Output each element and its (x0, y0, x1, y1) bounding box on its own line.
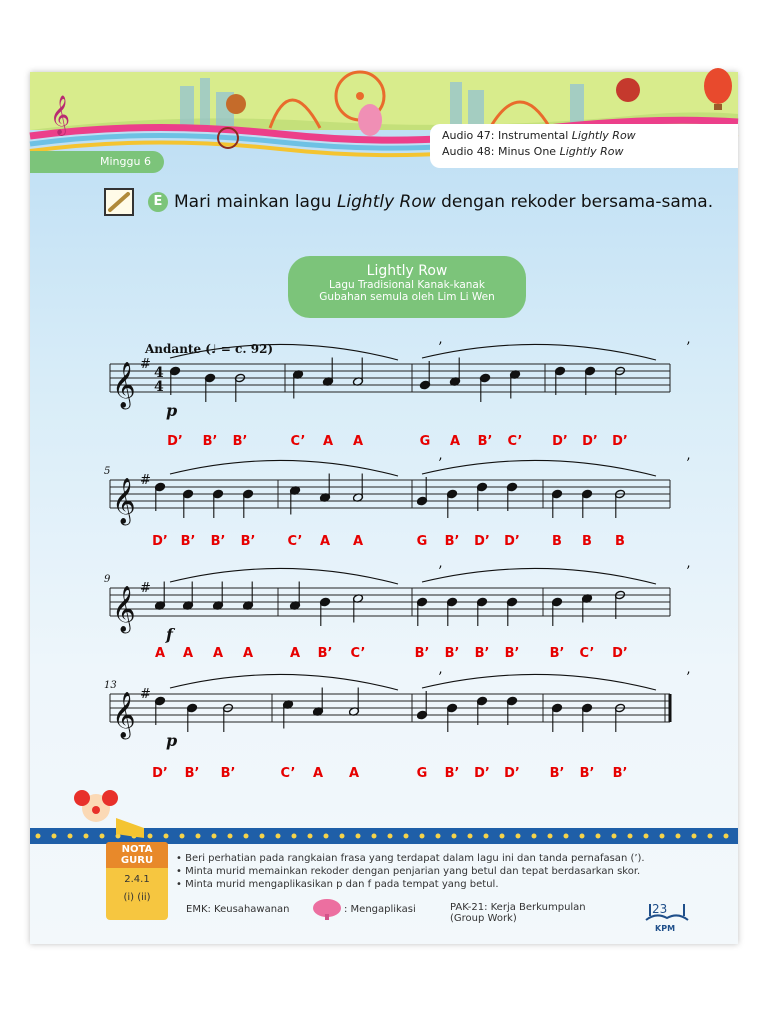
song-title: Lightly Row (366, 263, 448, 279)
note-letter: C’ (290, 434, 306, 449)
breath-mark: ’ (438, 456, 443, 472)
tempo-marking: Andante (♩ = c. 92) (145, 342, 274, 356)
strip-dot (180, 834, 185, 839)
strip-dot (228, 834, 233, 839)
strip-dot (596, 834, 601, 839)
sharp-icon: # (140, 581, 151, 596)
strip-dot (388, 834, 393, 839)
note-letter: D’ (152, 534, 168, 549)
audio-info (430, 124, 738, 168)
note-letter: B’ (474, 646, 490, 661)
note-letter: B’ (504, 646, 520, 661)
note-letter: A (289, 646, 301, 661)
note-letter: B (582, 534, 592, 549)
strip-dot (372, 834, 377, 839)
strip-dot (340, 834, 345, 839)
strip-dot (420, 834, 425, 839)
recorder-icon (104, 188, 134, 216)
note-letter: B’ (317, 646, 333, 661)
publisher-logo-text: KPM (655, 924, 676, 933)
note-letter: B’ (549, 766, 565, 781)
strip-dot (356, 834, 361, 839)
time-signature-bottom: 4 (154, 379, 164, 395)
note-letter: C’ (280, 766, 296, 781)
strip-dot (644, 834, 649, 839)
activity-instruction (104, 188, 713, 216)
note-letter: A (322, 434, 334, 449)
bullet-item: • Minta murid mengaplikasikan p dan f pada tempat yang betul. (176, 879, 499, 890)
note-letter: C’ (287, 534, 303, 549)
page-number: 23 (652, 902, 668, 916)
note-letter: A (242, 646, 254, 661)
strip-dot (548, 834, 553, 839)
note-letter: D’ (504, 766, 520, 781)
sharp-icon: # (140, 357, 151, 372)
note-letter: G (416, 766, 428, 781)
strip-dot (708, 834, 713, 839)
treble-clef-icon: 𝄞 (112, 478, 136, 524)
strip-dot (452, 834, 457, 839)
strip-dot (564, 834, 569, 839)
note-letter: B (552, 534, 562, 549)
dynamic-marking: f (166, 625, 173, 644)
note-letter: B’ (232, 434, 248, 449)
strip-dot (324, 834, 329, 839)
svg-text:𝄞: 𝄞 (50, 95, 71, 135)
note-letter: B (615, 534, 625, 549)
note-letter: A (352, 434, 364, 449)
song-origin: Lagu Tradisional Kanak-kanak (329, 279, 485, 291)
breath-mark: ’ (686, 670, 691, 686)
note-letter: B’ (444, 534, 460, 549)
note-letter: D’ (474, 534, 490, 549)
audio-47-line: Audio 47: Instrumental Lightly Row (442, 129, 636, 142)
strip-dot (148, 834, 153, 839)
phrase-slur (422, 460, 656, 476)
dynamic-marking: p (166, 401, 178, 420)
breath-mark: ’ (438, 670, 443, 686)
quarter-note-icon: ♩ (210, 342, 217, 356)
sharp-icon: # (140, 687, 151, 702)
week-label: Minggu 6 (30, 151, 164, 173)
note-letter: B’ (210, 534, 226, 549)
note-letter: G (419, 434, 431, 449)
strip-dot (484, 834, 489, 839)
note-letter: D’ (582, 434, 598, 449)
note-letter: B’ (477, 434, 493, 449)
breath-mark: ’ (686, 456, 691, 472)
strip-dot (244, 834, 249, 839)
note-letter: C’ (579, 646, 595, 661)
strip-dot (52, 834, 57, 839)
strip-dot (212, 834, 217, 839)
note-letter: B’ (444, 646, 460, 661)
strip-dot (292, 834, 297, 839)
note-letter: B’ (220, 766, 236, 781)
note-letter: B’ (184, 766, 200, 781)
treble-clef-icon: 𝄞 (112, 586, 136, 632)
treble-clef-icon: 𝄞 (112, 692, 136, 738)
phrase-slur (422, 568, 656, 584)
strip-dot (308, 834, 313, 839)
note-letter: A (212, 646, 224, 661)
note-letter: A (449, 434, 461, 449)
strip-dot (36, 834, 41, 839)
note-letter: B’ (612, 766, 628, 781)
strip-dot (164, 834, 169, 839)
note-letter-row (30, 534, 738, 554)
note-letter: B’ (579, 766, 595, 781)
bullet-item: • Beri perhatian pada rangkaian frasa yang terdapat dalam lagu ini dan tanda pernafasan (’). (176, 853, 645, 864)
note-letter: B’ (180, 534, 196, 549)
measure-number: 5 (104, 466, 111, 477)
strip-dot (660, 834, 665, 839)
note-letter: B’ (549, 646, 565, 661)
phrase-slur (422, 344, 656, 360)
phrase-slur (170, 568, 398, 584)
strip-dot (196, 834, 201, 839)
phrase-slur (170, 674, 398, 690)
strip-dot (468, 834, 473, 839)
note-letter: B’ (202, 434, 218, 449)
breath-mark: ’ (438, 340, 443, 356)
note-letter: A (154, 646, 166, 661)
strip-dot (676, 834, 681, 839)
strip-dot (532, 834, 537, 839)
strip-dot (436, 834, 441, 839)
note-letter: C’ (507, 434, 523, 449)
breath-mark: ’ (438, 564, 443, 580)
activity-badge: E (148, 192, 168, 212)
note-letter: B’ (444, 766, 460, 781)
note-letter-row (30, 434, 738, 454)
note-letter: A (348, 766, 360, 781)
breath-mark: ’ (686, 564, 691, 580)
note-letter: D’ (552, 434, 568, 449)
emk-label: EMK: Keusahawanan (186, 904, 290, 915)
time-signature-top: 4 (154, 365, 164, 381)
note-letter: D’ (612, 646, 628, 661)
skill-label: : Mengaplikasi (344, 904, 416, 915)
measure-number: 9 (104, 574, 111, 585)
song-arranger: Gubahan semula oleh Lim Li Wen (319, 291, 495, 303)
note-letter: A (312, 766, 324, 781)
brain-icon (312, 898, 342, 920)
strip-dot (404, 834, 409, 839)
treble-clef-icon: 𝄞 (112, 362, 136, 408)
teacher-note-bullets (176, 852, 645, 891)
strip-dot (628, 834, 633, 839)
standard-subcode: (i) (ii) (123, 892, 151, 903)
pak-label: PAK-21: Kerja Berkumpulan (Group Work) (450, 902, 586, 924)
strip-dot (500, 834, 505, 839)
phrase-slur (422, 674, 656, 690)
note-letter: B’ (240, 534, 256, 549)
note-letter: D’ (504, 534, 520, 549)
audio-48-line: Audio 48: Minus One Lightly Row (442, 145, 624, 158)
textbook-page (30, 72, 738, 944)
note-letter: D’ (152, 766, 168, 781)
strip-dot (276, 834, 281, 839)
breath-mark: ’ (686, 340, 691, 356)
strip-dot (580, 834, 585, 839)
standard-code: 2.4.1 (124, 874, 150, 885)
strip-dot (612, 834, 617, 839)
note-letter: A (352, 534, 364, 549)
note-letter: C’ (350, 646, 366, 661)
note-letter: A (182, 646, 194, 661)
note-letter: D’ (612, 434, 628, 449)
strip-dot (516, 834, 521, 839)
strip-dot (260, 834, 265, 839)
clown-icon (66, 778, 146, 842)
strip-dot (692, 834, 697, 839)
measure-number: 13 (104, 680, 117, 691)
sharp-icon: # (140, 473, 151, 488)
dynamic-marking: p (166, 731, 178, 750)
teacher-note-box (106, 842, 168, 920)
strip-dot (724, 834, 729, 839)
instruction-text: Mari mainkan lagu Lightly Row dengan rekoder bersama-sama. (174, 192, 714, 212)
note-letter-row (30, 646, 738, 666)
note-letter: A (319, 534, 331, 549)
note-letter: G (416, 534, 428, 549)
song-title-box (288, 256, 526, 318)
note-letter: D’ (167, 434, 183, 449)
teacher-note-label: NOTA GURU (106, 842, 168, 868)
note-letter: B’ (414, 646, 430, 661)
bullet-item: • Minta murid memainkan rekoder dengan penjarian yang betul dan tepat berdasarkan skor. (176, 866, 641, 877)
phrase-slur (170, 460, 398, 476)
note-letter: D’ (474, 766, 490, 781)
